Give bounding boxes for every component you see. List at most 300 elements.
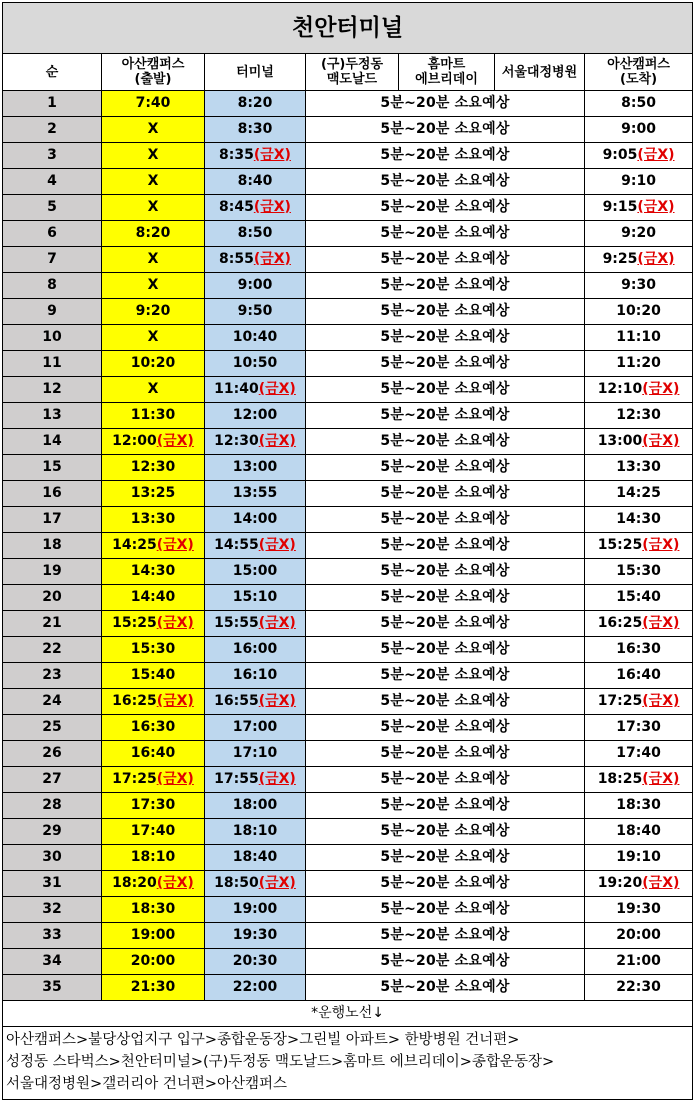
depart-time-time: 17:40 — [130, 823, 176, 839]
terminal-time-time: 9:50 — [237, 303, 273, 319]
row-number — [3, 975, 102, 1001]
row-number — [3, 351, 102, 377]
row-number — [3, 923, 102, 949]
travel-estimate: 5분~20분 소요예상 — [306, 507, 585, 533]
row-number-time: 16 — [42, 485, 62, 501]
depart-time — [102, 767, 205, 793]
row-number-time: 13 — [42, 407, 62, 423]
row-number-time: 2 — [47, 121, 57, 137]
travel-estimate: 5분~20분 소요예상 — [306, 923, 585, 949]
terminal-time — [205, 143, 306, 169]
arrive-time — [585, 871, 693, 897]
depart-time — [102, 793, 205, 819]
arrive-time-time: 17:30 — [616, 719, 661, 735]
arrive-time-time: 9:05 — [602, 147, 638, 163]
depart-time-time: 10:20 — [130, 355, 176, 371]
header-stop-homemart: 홈마트 에브리데이 — [399, 54, 495, 91]
friday-excluded-mark: (금X) — [637, 199, 675, 215]
arrive-time-time: 17:25 — [597, 693, 643, 709]
arrive-time — [585, 247, 693, 273]
route-description — [3, 1027, 693, 1100]
depart-time — [102, 663, 205, 689]
row-number — [3, 637, 102, 663]
row-number-time: 32 — [42, 901, 62, 917]
terminal-time-time: 16:55 — [214, 693, 259, 709]
arrive-time — [585, 845, 693, 871]
route-line: 아산캠퍼스>불당상업지구 입구>종합운동장>그린빌 아파트> 한방병원 건너편> — [6, 1032, 520, 1048]
arrive-time — [585, 819, 693, 845]
terminal-time — [205, 767, 306, 793]
arrive-time-time: 15:40 — [616, 589, 661, 605]
arrive-time — [585, 221, 693, 247]
row-number — [3, 143, 102, 169]
row-number-time: 21 — [42, 615, 62, 631]
table-row — [3, 169, 693, 195]
arrive-time-time: 11:10 — [616, 329, 661, 345]
depart-time — [102, 611, 205, 637]
depart-time — [102, 533, 205, 559]
table-row — [3, 741, 693, 767]
terminal-time-time: 18:40 — [232, 849, 278, 865]
arrive-time-time: 9:10 — [621, 173, 656, 189]
depart-time-time: 7:40 — [135, 95, 171, 111]
travel-estimate: 5분~20분 소요예상 — [306, 949, 585, 975]
row-number-time: 1 — [47, 95, 57, 111]
friday-excluded-mark: (금X) — [253, 251, 291, 267]
arrive-time — [585, 663, 693, 689]
arrive-time-time: 16:30 — [616, 641, 661, 657]
table-row — [3, 611, 693, 637]
arrive-time-time: 13:30 — [616, 459, 661, 475]
arrive-time — [585, 117, 693, 143]
row-number — [3, 325, 102, 351]
depart-time — [102, 819, 205, 845]
depart-time — [102, 871, 205, 897]
table-row — [3, 117, 693, 143]
travel-estimate: 5분~20분 소요예상 — [306, 169, 585, 195]
row-number — [3, 689, 102, 715]
row-number — [3, 247, 102, 273]
depart-time — [102, 169, 205, 195]
travel-estimate: 5분~20분 소요예상 — [306, 767, 585, 793]
friday-excluded-mark: (금X) — [258, 875, 296, 891]
table-row — [3, 351, 693, 377]
arrive-time — [585, 507, 693, 533]
friday-excluded-mark: (금X) — [156, 693, 194, 709]
depart-time — [102, 325, 205, 351]
arrive-time-time: 12:10 — [597, 381, 643, 397]
depart-time-time: 11:30 — [130, 407, 176, 423]
arrive-time — [585, 559, 693, 585]
friday-excluded-mark: (금X) — [253, 147, 291, 163]
terminal-time — [205, 741, 306, 767]
row-number-time: 31 — [42, 875, 62, 891]
table-row — [3, 871, 693, 897]
row-number — [3, 195, 102, 221]
terminal-time-time: 14:00 — [232, 511, 278, 527]
row-number-time: 3 — [47, 147, 57, 163]
terminal-time — [205, 117, 306, 143]
table-row — [3, 299, 693, 325]
friday-excluded-mark: (금X) — [156, 615, 194, 631]
terminal-time-time: 17:00 — [232, 719, 278, 735]
row-number-time: 25 — [42, 719, 62, 735]
depart-time — [102, 403, 205, 429]
friday-excluded-mark: (금X) — [156, 771, 194, 787]
arrive-time-time: 10:20 — [616, 303, 661, 319]
row-number-time: 5 — [47, 199, 57, 215]
terminal-time — [205, 221, 306, 247]
route-line: 성정동 스타벅스>천안터미널>(구)두정동 맥도날드>홈마트 에브리데이>종합운동장> — [6, 1054, 555, 1070]
depart-time-time: 16:25 — [112, 693, 157, 709]
row-number-time: 26 — [42, 745, 62, 761]
row-number — [3, 767, 102, 793]
depart-time-time: X — [147, 121, 159, 137]
arrive-time — [585, 481, 693, 507]
depart-time-time: 17:25 — [112, 771, 157, 787]
arrive-time-time: 8:50 — [621, 95, 656, 111]
depart-time — [102, 143, 205, 169]
arrive-time-time: 18:40 — [616, 823, 661, 839]
travel-estimate: 5분~20분 소요예상 — [306, 403, 585, 429]
arrive-time-time: 19:10 — [616, 849, 661, 865]
arrive-time — [585, 377, 693, 403]
terminal-time-time: 8:20 — [237, 95, 273, 111]
row-number-time: 29 — [42, 823, 62, 839]
table-row — [3, 403, 693, 429]
table-row — [3, 273, 693, 299]
timetable-sheet — [2, 2, 696, 1100]
depart-time-time: X — [147, 199, 159, 215]
depart-time-time: 21:30 — [130, 979, 176, 995]
depart-time — [102, 195, 205, 221]
travel-estimate: 5분~20분 소요예상 — [306, 221, 585, 247]
terminal-time — [205, 949, 306, 975]
arrive-time-time: 18:30 — [616, 797, 661, 813]
header-row — [3, 54, 693, 91]
arrive-time — [585, 611, 693, 637]
row-number-time: 35 — [42, 979, 62, 995]
travel-estimate: 5분~20분 소요예상 — [306, 91, 585, 117]
arrive-time — [585, 273, 693, 299]
row-number-time: 20 — [42, 589, 62, 605]
timetable-body — [3, 91, 693, 1001]
arrive-time — [585, 741, 693, 767]
row-number-time: 22 — [42, 641, 62, 657]
depart-time — [102, 949, 205, 975]
arrive-time — [585, 533, 693, 559]
depart-time-time: 14:40 — [130, 589, 176, 605]
friday-excluded-mark: (금X) — [253, 199, 291, 215]
arrive-time — [585, 767, 693, 793]
terminal-time — [205, 897, 306, 923]
row-number — [3, 169, 102, 195]
depart-time-time: 20:00 — [130, 953, 176, 969]
depart-time — [102, 455, 205, 481]
terminal-time-time: 8:40 — [237, 173, 273, 189]
depart-time — [102, 585, 205, 611]
terminal-time-time: 18:00 — [232, 797, 278, 813]
table-row — [3, 715, 693, 741]
arrive-time — [585, 195, 693, 221]
table-row — [3, 429, 693, 455]
row-number-time: 6 — [47, 225, 57, 241]
depart-time-time: X — [147, 277, 159, 293]
row-number-time: 24 — [42, 693, 62, 709]
friday-excluded-mark: (금X) — [642, 537, 680, 553]
friday-excluded-mark: (금X) — [642, 875, 680, 891]
row-number — [3, 897, 102, 923]
terminal-time — [205, 715, 306, 741]
row-number-time: 7 — [47, 251, 57, 267]
terminal-time-time: 11:40 — [214, 381, 259, 397]
row-number — [3, 403, 102, 429]
row-number — [3, 845, 102, 871]
arrive-time-time: 16:40 — [616, 667, 661, 683]
arrive-time-time: 22:30 — [616, 979, 661, 995]
friday-excluded-mark: (금X) — [258, 771, 296, 787]
terminal-time-time: 8:30 — [237, 121, 273, 137]
depart-time-time: 17:30 — [130, 797, 176, 813]
travel-estimate: 5분~20분 소요예상 — [306, 611, 585, 637]
terminal-time — [205, 975, 306, 1001]
table-row — [3, 325, 693, 351]
row-number — [3, 273, 102, 299]
terminal-time-time: 16:00 — [232, 641, 278, 657]
row-number — [3, 611, 102, 637]
travel-estimate: 5분~20분 소요예상 — [306, 559, 585, 585]
table-row — [3, 559, 693, 585]
row-number-time: 14 — [42, 433, 62, 449]
row-number-time: 8 — [47, 277, 57, 293]
terminal-time — [205, 559, 306, 585]
row-number-time: 12 — [42, 381, 62, 397]
friday-excluded-mark: (금X) — [258, 433, 296, 449]
depart-time-time: 14:30 — [130, 563, 176, 579]
row-number — [3, 559, 102, 585]
depart-time — [102, 559, 205, 585]
depart-time — [102, 897, 205, 923]
terminal-time — [205, 845, 306, 871]
terminal-time — [205, 351, 306, 377]
terminal-time-time: 16:10 — [232, 667, 278, 683]
depart-time-time: 14:25 — [112, 537, 157, 553]
friday-excluded-mark: (금X) — [156, 537, 194, 553]
arrive-time — [585, 975, 693, 1001]
table-row — [3, 637, 693, 663]
table-row — [3, 845, 693, 871]
arrive-time — [585, 169, 693, 195]
row-number — [3, 481, 102, 507]
travel-estimate: 5분~20분 소요예상 — [306, 663, 585, 689]
arrive-time — [585, 793, 693, 819]
table-row — [3, 923, 693, 949]
arrive-time-time: 9:25 — [602, 251, 638, 267]
depart-time — [102, 975, 205, 1001]
row-number — [3, 221, 102, 247]
depart-time — [102, 221, 205, 247]
terminal-time — [205, 611, 306, 637]
table-row — [3, 897, 693, 923]
terminal-time-time: 13:00 — [232, 459, 278, 475]
arrive-time-time: 15:25 — [597, 537, 643, 553]
depart-time — [102, 637, 205, 663]
depart-time-time: 12:30 — [130, 459, 176, 475]
terminal-time-time: 18:50 — [214, 875, 259, 891]
arrive-time-time: 19:30 — [616, 901, 661, 917]
row-number-time: 11 — [42, 355, 62, 371]
friday-excluded-mark: (금X) — [258, 693, 296, 709]
terminal-time — [205, 533, 306, 559]
arrive-time-time: 12:30 — [616, 407, 661, 423]
terminal-time-time: 18:10 — [232, 823, 278, 839]
depart-time — [102, 429, 205, 455]
table-row — [3, 975, 693, 1001]
terminal-time-time: 19:00 — [232, 901, 278, 917]
table-row — [3, 221, 693, 247]
terminal-time-time: 8:55 — [219, 251, 254, 267]
depart-time-time: X — [147, 251, 159, 267]
arrive-time — [585, 299, 693, 325]
row-number — [3, 117, 102, 143]
route-line: 서울대정병원>갤러리아 건너편>아산캠퍼스 — [6, 1076, 288, 1092]
terminal-time-time: 20:30 — [232, 953, 278, 969]
terminal-time-time: 15:10 — [232, 589, 278, 605]
arrive-time-time: 14:30 — [616, 511, 661, 527]
terminal-time — [205, 689, 306, 715]
travel-estimate: 5분~20분 소요예상 — [306, 819, 585, 845]
terminal-time — [205, 91, 306, 117]
row-number-time: 15 — [42, 459, 62, 475]
terminal-time — [205, 507, 306, 533]
arrive-time — [585, 897, 693, 923]
row-number — [3, 793, 102, 819]
depart-time-time: 13:30 — [130, 511, 176, 527]
travel-estimate: 5분~20분 소요예상 — [306, 429, 585, 455]
table-row — [3, 793, 693, 819]
arrive-time — [585, 351, 693, 377]
row-number — [3, 507, 102, 533]
arrive-time — [585, 923, 693, 949]
row-number — [3, 715, 102, 741]
travel-estimate: 5분~20분 소요예상 — [306, 845, 585, 871]
terminal-time — [205, 663, 306, 689]
terminal-time-time: 15:00 — [232, 563, 278, 579]
row-number-time: 17 — [42, 511, 62, 527]
row-number-time: 30 — [42, 849, 62, 865]
depart-time — [102, 481, 205, 507]
depart-time-time: 15:30 — [130, 641, 176, 657]
travel-estimate: 5분~20분 소요예상 — [306, 247, 585, 273]
terminal-time-time: 12:30 — [214, 433, 259, 449]
depart-time-time: 16:40 — [130, 745, 176, 761]
travel-estimate: 5분~20분 소요예상 — [306, 325, 585, 351]
terminal-time-time: 8:45 — [219, 199, 254, 215]
table-row — [3, 949, 693, 975]
travel-estimate: 5분~20분 소요예상 — [306, 637, 585, 663]
terminal-time — [205, 819, 306, 845]
arrive-time-time: 11:20 — [616, 355, 661, 371]
depart-time-time: X — [147, 381, 159, 397]
arrive-time-time: 19:20 — [597, 875, 643, 891]
friday-excluded-mark: (금X) — [642, 771, 680, 787]
terminal-time-time: 8:35 — [219, 147, 254, 163]
row-number-time: 10 — [42, 329, 62, 345]
row-number-time: 28 — [42, 797, 62, 813]
header-no: 순 — [3, 54, 102, 91]
terminal-time-time: 13:55 — [232, 485, 278, 501]
terminal-time — [205, 793, 306, 819]
friday-excluded-mark: (금X) — [642, 693, 680, 709]
depart-time-time: 18:20 — [112, 875, 157, 891]
arrive-time — [585, 455, 693, 481]
travel-estimate: 5분~20분 소요예상 — [306, 377, 585, 403]
depart-time — [102, 117, 205, 143]
table-row — [3, 585, 693, 611]
arrive-time-time: 9:30 — [621, 277, 656, 293]
row-number — [3, 871, 102, 897]
table-row — [3, 689, 693, 715]
table-row — [3, 91, 693, 117]
header-arrive: 아산캠퍼스 (도착) — [585, 54, 693, 91]
terminal-time — [205, 455, 306, 481]
depart-time — [102, 715, 205, 741]
arrive-time — [585, 325, 693, 351]
row-number — [3, 455, 102, 481]
row-number — [3, 299, 102, 325]
terminal-time — [205, 403, 306, 429]
terminal-time — [205, 299, 306, 325]
arrive-time-time: 20:00 — [616, 927, 661, 943]
friday-excluded-mark: (금X) — [258, 615, 296, 631]
terminal-time-time: 9:00 — [237, 277, 273, 293]
friday-excluded-mark: (금X) — [642, 433, 680, 449]
terminal-time-time: 22:00 — [232, 979, 278, 995]
travel-estimate: 5분~20분 소요예상 — [306, 533, 585, 559]
arrive-time-time: 9:20 — [621, 225, 656, 241]
terminal-time — [205, 169, 306, 195]
depart-time — [102, 91, 205, 117]
travel-estimate: 5분~20분 소요예상 — [306, 975, 585, 1001]
table-row — [3, 507, 693, 533]
row-number-time: 27 — [42, 771, 62, 787]
depart-time-time: X — [147, 173, 159, 189]
travel-estimate: 5분~20분 소요예상 — [306, 715, 585, 741]
depart-time — [102, 247, 205, 273]
row-number-time: 4 — [47, 173, 57, 189]
arrive-time-time: 13:00 — [597, 433, 643, 449]
arrive-time — [585, 585, 693, 611]
table-row — [3, 767, 693, 793]
table-row — [3, 247, 693, 273]
row-number — [3, 949, 102, 975]
depart-time — [102, 273, 205, 299]
depart-time-time: 16:30 — [130, 719, 176, 735]
row-number-time: 23 — [42, 667, 62, 683]
depart-time — [102, 299, 205, 325]
arrive-time-time: 18:25 — [597, 771, 643, 787]
terminal-time — [205, 429, 306, 455]
row-number — [3, 377, 102, 403]
row-number-time: 9 — [47, 303, 57, 319]
terminal-time — [205, 273, 306, 299]
terminal-time-time: 10:40 — [232, 329, 278, 345]
depart-time — [102, 923, 205, 949]
arrive-time-time: 14:25 — [616, 485, 661, 501]
terminal-time-time: 8:50 — [237, 225, 273, 241]
depart-time — [102, 351, 205, 377]
arrive-time — [585, 429, 693, 455]
